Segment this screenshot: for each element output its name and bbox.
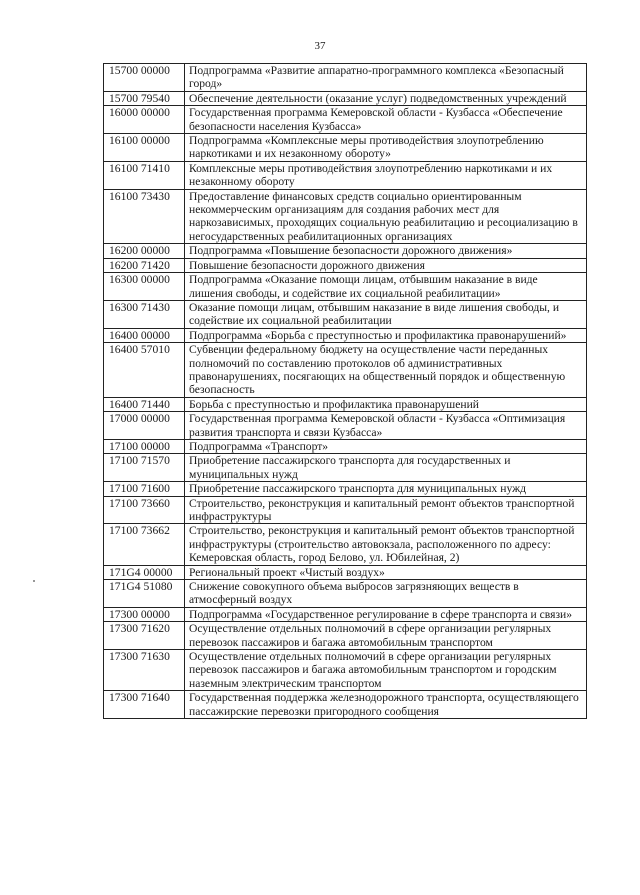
row-code: 17000 00000 (104, 412, 185, 440)
row-code: 17300 71640 (104, 691, 185, 719)
row-code: 16100 00000 (104, 134, 185, 162)
row-code: 17300 00000 (104, 607, 185, 621)
scan-speck (33, 580, 35, 582)
page-number: 37 (314, 40, 326, 52)
row-code: 16300 00000 (104, 273, 185, 301)
table-row (104, 412, 587, 440)
table-row (104, 524, 587, 565)
row-name: Снижение совокупного объема выбросов загрязняющих веществ в атмосферный воздух (185, 580, 587, 608)
row-code: 16400 71440 (104, 397, 185, 411)
table-row (104, 244, 587, 258)
table-row (104, 343, 587, 398)
row-name: Приобретение пассажирского транспорта для муниципальных нужд (185, 482, 587, 496)
row-name: Повышение безопасности дорожного движения (185, 258, 587, 272)
row-name: Строительство, реконструкция и капитальный ремонт объектов транспортной инфраструктуры (строительство автовокзала, расположенного по адресу: Кемеровская область, город Белово, ул. Юбилейная, 2) (185, 524, 587, 565)
table-row (104, 273, 587, 301)
row-code: 15700 79540 (104, 91, 185, 105)
row-name: Региональный проект «Чистый воздух» (185, 565, 587, 579)
row-name: Осуществление отдельных полномочий в сфере организации регулярных перевозок пассажиров и багажа автомобильным транспортом и городским наземным электрическим транспортом (185, 650, 587, 691)
table-row (104, 439, 587, 453)
table-row (104, 300, 587, 328)
row-code: 17100 73660 (104, 496, 185, 524)
row-name: Приобретение пассажирского транспорта для государственных и муниципальных нужд (185, 454, 587, 482)
table-row (104, 397, 587, 411)
table-row (104, 64, 587, 92)
row-code: 16200 71420 (104, 258, 185, 272)
table-row (104, 580, 587, 608)
row-code: 17100 71600 (104, 482, 185, 496)
table-row (104, 161, 587, 189)
table-row (104, 622, 587, 650)
row-name: Подпрограмма «Борьба с преступностью и профилактика правонарушений» (185, 328, 587, 342)
row-name: Государственная поддержка железнодорожного транспорта, осуществляющего пассажирские перевозки пригородного сообщения (185, 691, 587, 719)
row-code: 17100 00000 (104, 439, 185, 453)
row-code: 171G4 00000 (104, 565, 185, 579)
row-name: Строительство, реконструкция и капитальный ремонт объектов транспортной инфраструктуры (185, 496, 587, 524)
classification-table (103, 63, 587, 719)
row-name: Осуществление отдельных полномочий в сфере организации регулярных перевозок пассажиров и багажа автомобильным транспортом (185, 622, 587, 650)
table-row (104, 650, 587, 691)
table-row (104, 258, 587, 272)
row-code: 17300 71630 (104, 650, 185, 691)
table-row (104, 607, 587, 621)
table-row (104, 106, 587, 134)
row-name: Государственная программа Кемеровской области - Кузбасса «Обеспечение безопасности населения Кузбасса» (185, 106, 587, 134)
row-name: Предоставление финансовых средств социально ориентированным некоммерческим организациям для создания рабочих мест для наркозависимых, проходящих социальную реабилитацию и ресоциализацию в негосударственных реабилитационных организациях (185, 189, 587, 244)
row-code: 17100 71570 (104, 454, 185, 482)
row-name: Подпрограмма «Повышение безопасности дорожного движения» (185, 244, 587, 258)
row-name: Оказание помощи лицам, отбывшим наказание в виде лишения свободы, и содействие их социальной реабилитации (185, 300, 587, 328)
table-row (104, 134, 587, 162)
table-row (104, 482, 587, 496)
row-code: 16100 71410 (104, 161, 185, 189)
row-name: Подпрограмма «Государственное регулирование в сфере транспорта и связи» (185, 607, 587, 621)
row-name: Подпрограмма «Оказание помощи лицам, отбывшим наказание в виде лишения свободы, и содействие их социальной реабилитации» (185, 273, 587, 301)
row-code: 16400 57010 (104, 343, 185, 398)
row-code: 16000 00000 (104, 106, 185, 134)
table-row (104, 565, 587, 579)
row-name: Подпрограмма «Комплексные меры противодействия злоупотреблению наркотиками и их незаконному обороту» (185, 134, 587, 162)
row-code: 16100 73430 (104, 189, 185, 244)
row-code: 16200 00000 (104, 244, 185, 258)
row-code: 171G4 51080 (104, 580, 185, 608)
table-row (104, 189, 587, 244)
row-name: Комплексные меры противодействия злоупотреблению наркотиками и их незаконному обороту (185, 161, 587, 189)
row-name: Субвенции федеральному бюджету на осуществление части переданных полномочий по составлению протоколов об административных правонарушениях, посягающих на общественный порядок и общественную безопасность (185, 343, 587, 398)
table-row (104, 91, 587, 105)
classification-table-body (104, 64, 587, 719)
table-row (104, 691, 587, 719)
row-name: Подпрограмма «Транспорт» (185, 439, 587, 453)
row-code: 16400 00000 (104, 328, 185, 342)
table-row (104, 328, 587, 342)
row-name: Борьба с преступностью и профилактика правонарушений (185, 397, 587, 411)
row-name: Обеспечение деятельности (оказание услуг) подведомственных учреждений (185, 91, 587, 105)
table-row (104, 454, 587, 482)
row-code: 15700 00000 (104, 64, 185, 92)
table-row (104, 496, 587, 524)
row-name: Подпрограмма «Развитие аппаратно-программного комплекса «Безопасный город» (185, 64, 587, 92)
row-code: 16300 71430 (104, 300, 185, 328)
row-code: 17100 73662 (104, 524, 185, 565)
row-name: Государственная программа Кемеровской области - Кузбасса «Оптимизация развития транспорта и связи Кузбасса» (185, 412, 587, 440)
row-code: 17300 71620 (104, 622, 185, 650)
